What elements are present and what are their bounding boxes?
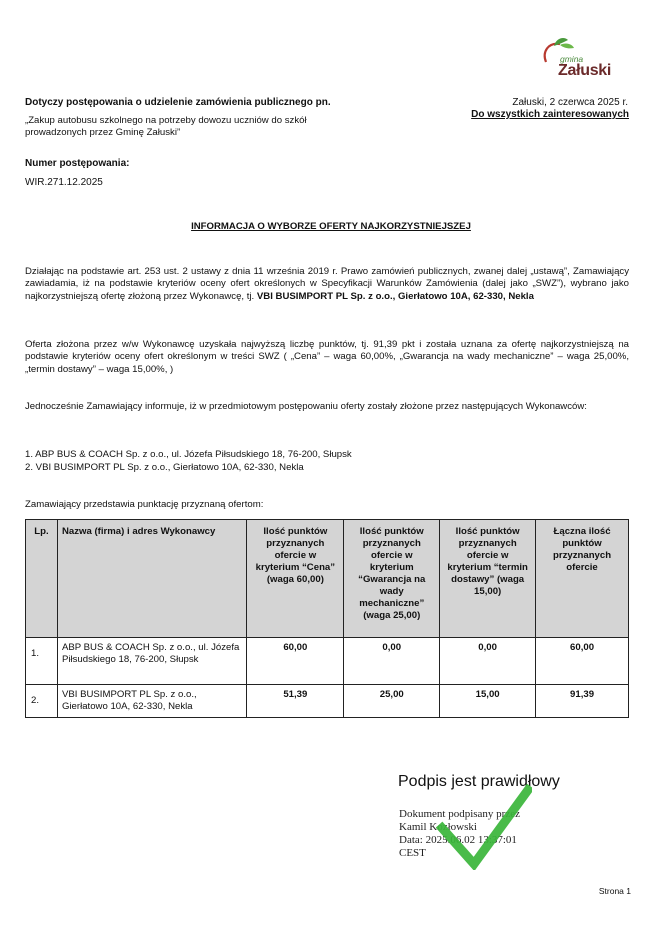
cell-name: VBI BUSIMPORT PL Sp. z o.o., Gierłatowo 10A, 62-330, Nekla [57, 685, 246, 718]
cell-gwarancja: 0,00 [344, 638, 440, 685]
signature-title: Podpis jest prawidłowy [398, 773, 560, 790]
subject: „Zakup autobusu szkolnego na potrzeby dowozu uczniów do szkół prowadzonych przez Gminę Załuski” [25, 115, 307, 139]
bidder-item: 1. ABP BUS & COACH Sp. z o.o., ul. Józefa Piłsudskiego 18, 76-200, Słupsk [25, 449, 352, 460]
bidder-item: 2. VBI BUSIMPORT PL Sp. z o.o., Gierłatowo 10A, 62-330, Nekla [25, 462, 304, 473]
header-total: Łączna ilość punktów przyznanych ofercie [536, 520, 629, 638]
table-header-row [26, 520, 629, 638]
paragraph-selection [25, 266, 629, 303]
header-cena: Ilość punktów przyznanych ofercie w kryterium “Cena” (waga 60,00) [247, 520, 344, 638]
cell-gwarancja: 25,00 [344, 685, 440, 718]
paragraph-score: Oferta złożona przez w/w Wykonawcę uzyskała najwyższą liczbę punktów, tj. 91,39 pkt i została uznana za ofertę najkorzystniejszą na podstawie kryteriów oceny ofert określonym w treści SWZ ( „Cena” – waga 60,00%, „Gwarancja na wady mechaniczne” – waga 25,00%, „termin dostawy” – waga 15,00%, ) [25, 339, 629, 375]
paragraph-selection-text: Działając na podstawie art. 253 ust. 2 ustawy z dnia 11 września 2019 r. Prawo zamówień publicznych, zwanej dalej „ustawą”, Zamawiający zawiadamia, iż na podstawie kryteriów oceny ofert określonych w Specyfikacji Warunków Zamówienia (dalej jako „SWZ”), wybrano jako najkorzystniejszą ofertę złożoną przez Wykonawcę, tj. [25, 266, 629, 302]
cell-name: ABP BUS & COACH Sp. z o.o., ul. Józefa Piłsudskiego 18, 76-200, Słupsk [57, 638, 246, 685]
cell-lp: 2. [26, 685, 58, 718]
table-row [26, 685, 629, 718]
cell-total: 91,39 [536, 685, 629, 718]
logo-name-text: Załuski [558, 62, 612, 79]
selected-bidder: VBI BUSIMPORT PL Sp. z o.o., Gierłatowo 10A, 62-330, Nekla [256, 290, 534, 302]
page-number: Strona 1 [598, 886, 631, 896]
procedure-number-label: Numer postępowania: [25, 158, 130, 169]
gmina-logo [538, 36, 630, 88]
table-row [26, 638, 629, 685]
procedure-number-value: WIR.271.12.2025 [25, 177, 103, 188]
cell-termin: 15,00 [440, 685, 536, 718]
checkmark-icon [436, 784, 532, 870]
document-heading: INFORMACJA O WYBORZE OFERTY NAJKORZYSTNIEJSZEJ [191, 221, 471, 232]
place-date: Załuski, 2 czerwca 2025 r. [512, 97, 628, 108]
cell-total: 60,00 [536, 638, 629, 685]
signature-date: Data: 2025.06.02 13:37:01 [399, 834, 517, 846]
cell-cena: 60,00 [247, 638, 344, 685]
table-intro: Zamawiający przedstawia punktację przyznaną ofertom: [25, 499, 264, 510]
header-lp: Lp. [26, 520, 58, 638]
signature-timezone: CEST [399, 847, 426, 859]
cell-lp: 1. [26, 638, 58, 685]
signature-line: Dokument podpisany przez [399, 808, 520, 820]
cell-termin: 0,00 [440, 638, 536, 685]
header-termin: Ilość punktów przyznanych ofercie w kryterium “termin dostawy” (waga 15,00) [440, 520, 536, 638]
scores-table [25, 519, 629, 718]
recipients: Do wszystkich zainteresowanych [471, 109, 629, 120]
paragraph-bidders-intro: Jednocześnie Zamawiający informuje, iż w przedmiotowym postępowaniu oferty zostały złożone przez następujących Wykonawców: [25, 401, 587, 412]
cell-cena: 51,39 [247, 685, 344, 718]
signature-signer: Kamil Kozłowski [399, 821, 477, 833]
re-line: Dotyczy postępowania o udzielenie zamówienia publicznego pn. [25, 97, 331, 108]
logo-small-text: gmina [560, 54, 584, 64]
header-gwarancja: Ilość punktów przyznanych ofercie w kryterium “Gwarancja na wady mechaniczne” (waga 25,00) [344, 520, 440, 638]
header-name: Nazwa (firma) i adres Wykonawcy [57, 520, 246, 638]
